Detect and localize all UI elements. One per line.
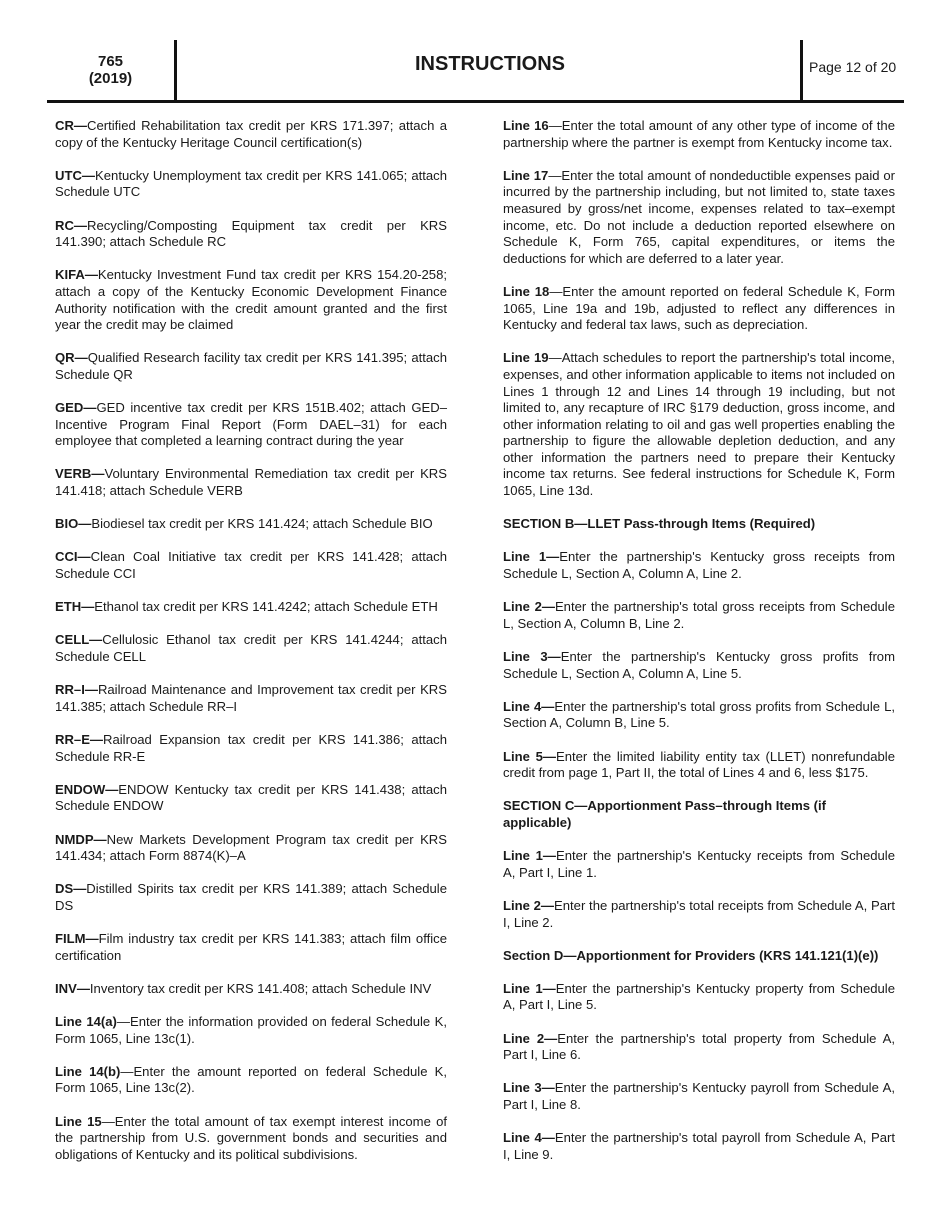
page-header	[47, 40, 904, 103]
entry-label: Line 4—	[503, 698, 555, 714]
entry-label: CELL—	[55, 632, 103, 648]
entry-text: Film industry tax credit per KRS 141.383; attach film office certification	[55, 931, 447, 963]
section-c-heading: SECTION C—Apportionment Pass–through Items (if applicable)	[503, 798, 826, 830]
entry-label: Line 15	[55, 1113, 102, 1129]
entry-label: Line 3—	[503, 649, 561, 664]
section-d-lines	[503, 981, 895, 1164]
instruction-entry	[503, 168, 895, 268]
entry-text: New Markets Development Program tax credit per KRS 141.434; attach Form 8874(K)–A	[55, 831, 447, 864]
entry-label: CR—	[55, 118, 88, 133]
instruction-entry	[55, 516, 447, 533]
entry-text: Certified Rehabilitation tax credit per KRS 171.397; attach a copy of the Kentucky Heritage Council certification(s)	[55, 118, 447, 150]
entry-text: Railroad Maintenance and Improvement tax credit per KRS 141.385; attach Schedule RR–I	[55, 682, 447, 714]
entry-label: Line 1—	[503, 980, 556, 996]
instruction-entry	[503, 350, 895, 499]
instruction-entry	[503, 549, 895, 582]
instruction-entry	[55, 981, 447, 998]
entry-label: RC—	[55, 217, 88, 233]
instruction-entry	[503, 1080, 895, 1113]
entry-label: KIFA—	[55, 267, 98, 283]
entry-text: Enter the partnership's Kentucky gross receipts from Schedule L, Section A, Column A, Line 2.	[503, 549, 895, 582]
form-id-box	[47, 40, 177, 100]
instruction-entry	[55, 1014, 447, 1047]
instruction-entry	[503, 649, 895, 682]
entry-text: Enter the partnership's total gross profits from Schedule L, Section A, Column B, Line 5.	[503, 698, 895, 731]
entry-label: Line 1—	[503, 848, 557, 864]
entry-label: CCI—	[55, 549, 91, 565]
entry-text: Enter the partnership's total property from Schedule A, Part I, Line 6.	[503, 1030, 895, 1063]
instruction-entry	[55, 599, 447, 616]
entry-label: Line 19	[503, 350, 549, 366]
instruction-entry	[55, 350, 447, 383]
instruction-entry	[55, 832, 447, 865]
entry-text: Cellulosic Ethanol tax credit per KRS 141.4244; attach Schedule CELL	[55, 632, 447, 664]
entry-label: Line 18	[503, 283, 550, 299]
instruction-entry	[55, 466, 447, 499]
entry-label: Line 14(a)	[55, 1014, 117, 1030]
instruction-entry	[55, 1114, 447, 1164]
entry-text: Ethanol tax credit per KRS 141.4242; attach Schedule ETH	[94, 599, 438, 615]
entry-text: ENDOW Kentucky tax credit per KRS 141.438; attach Schedule ENDOW	[55, 781, 447, 814]
entry-text: Enter the partnership's Kentucky property from Schedule A, Part I, Line 5.	[503, 980, 895, 1013]
entry-label: RR–E—	[55, 731, 104, 747]
entry-label: Line 17	[503, 167, 549, 183]
entry-text: Clean Coal Initiative tax credit per KRS 141.428; attach Schedule CCI	[55, 549, 447, 582]
instruction-entry	[503, 699, 895, 732]
entry-label: UTC—	[55, 167, 96, 183]
entry-text: Distilled Spirits tax credit per KRS 141.389; attach Schedule DS	[55, 881, 447, 913]
entry-text: Kentucky Investment Fund tax credit per KRS 154.20-258; attach a copy of the Kentucky Economic Development Finance Authority notification with the credit amount granted and the first year the credit may be claimed	[55, 267, 447, 333]
instruction-entry	[503, 898, 895, 931]
entry-text: —Enter the information provided on federal Schedule K, Form 1065, Line 13c(1).	[55, 1014, 447, 1046]
entry-text: Qualified Research facility tax credit per KRS 141.395; attach Schedule QR	[55, 350, 447, 382]
instruction-entry	[55, 218, 447, 251]
instruction-entry	[503, 599, 895, 632]
page-number: Page 12 of 20	[800, 40, 904, 100]
instruction-entry	[55, 549, 447, 582]
entry-text: —Attach schedules to report the partnership's total income, expenses, and other information applicable to items not included on Lines 1 through 12 and Lines 14 through 19 including, but not limited to, any recapture of IRC §179 deduction, gross income, and other information relating to oil and gas well properties enabling the partnership to figure the allowable depletion deduction, and any other information the partners need to prepare their Kentucky income tax returns. See federal instructions for Schedule K, Form 1065, Line 13d.	[503, 350, 895, 499]
instruction-entry	[55, 931, 447, 964]
entry-text: Enter the partnership's Kentucky payroll from Schedule A, Part I, Line 8.	[503, 1080, 895, 1113]
entry-label: Line 5—	[503, 748, 556, 764]
entry-label: Line 1—	[503, 549, 560, 565]
entry-text: Inventory tax credit per KRS 141.408; attach Schedule INV	[89, 980, 432, 996]
section-b-lines	[503, 549, 895, 781]
lines-16-19	[503, 118, 895, 500]
form-year: (2019)	[88, 70, 133, 87]
section-d-heading: Section D—Apportionment for Providers (KRS 141.121(1)(e))	[503, 947, 879, 963]
instruction-entry	[55, 732, 447, 765]
instruction-entry	[503, 284, 895, 334]
instruction-entry	[55, 267, 447, 333]
instruction-entry	[503, 749, 895, 782]
entry-label: Line 16	[503, 118, 549, 133]
right-column	[503, 118, 895, 1180]
entry-label: INV—	[55, 980, 90, 996]
entry-label: GED—	[55, 400, 97, 416]
instruction-entry	[55, 1064, 447, 1097]
entry-label: Line 2—	[503, 897, 555, 913]
entry-text: —Enter the total amount of tax exempt interest income of the partnership from U.S. government bonds and securities and obligations of Kentucky and its political subdivisions.	[55, 1113, 447, 1162]
instruction-entry	[55, 682, 447, 715]
section-b-heading: SECTION B—LLET Pass-through Items (Required)	[503, 516, 816, 532]
entry-label: QR—	[55, 350, 88, 366]
entry-label: ETH—	[55, 599, 95, 615]
entry-label: Line 4—	[503, 1130, 555, 1146]
entry-label: Line 2—	[503, 1030, 558, 1046]
instruction-entry	[55, 881, 447, 914]
entry-text: GED incentive tax credit per KRS 151B.402; attach GED–Incentive Program Final Report (Form DAEL–31) for each employee that completed a learning contract during the year	[55, 400, 447, 449]
entry-label: RR–I—	[55, 682, 98, 698]
entry-text: Railroad Expansion tax credit per KRS 141.386; attach Schedule RR-E	[55, 731, 447, 764]
section-c-lines	[503, 848, 895, 931]
instruction-entry	[503, 1031, 895, 1064]
entry-label: FILM—	[55, 931, 99, 947]
entry-text: Enter the partnership's Kentucky gross profits from Schedule L, Section A, Column A, Line 5.	[503, 649, 895, 681]
entry-text: —Enter the amount reported on federal Schedule K, Form 1065, Line 13c(2).	[55, 1063, 447, 1096]
instruction-entry	[55, 168, 447, 201]
entry-text: Biodiesel tax credit per KRS 141.424; attach Schedule BIO	[91, 516, 433, 532]
entry-text: Enter the limited liability entity tax (LLET) nonrefundable credit from page 1, Part II, the total of Lines 4 and 6, less $175.	[503, 748, 895, 781]
entry-label: VERB—	[55, 466, 105, 482]
entry-label: ENDOW—	[55, 781, 119, 797]
entry-text: —Enter the total amount of any other type of income of the partnership where the partner is exempt from Kentucky income tax.	[503, 118, 895, 150]
instruction-entry	[55, 782, 447, 815]
left-column	[55, 118, 447, 1180]
entry-text: Voluntary Environmental Remediation tax credit per KRS 141.418; attach Schedule VERB	[55, 466, 447, 499]
entry-text: Enter the partnership's total payroll from Schedule A, Part I, Line 9.	[503, 1130, 895, 1162]
instruction-entry	[503, 848, 895, 881]
entry-label: DS—	[55, 881, 87, 897]
instruction-entry	[55, 632, 447, 665]
entry-text: Kentucky Unemployment tax credit per KRS 141.065; attach Schedule UTC	[55, 167, 447, 200]
entry-text: Enter the partnership's Kentucky receipts from Schedule A, Part I, Line 1.	[503, 848, 895, 880]
entry-text: —Enter the total amount of nondeductible expenses paid or incurred by the partnership including, but not limited to, state taxes measured by gross/net income, expenses related to tax–exempt income, etc. Do not include a deduction reported elsewhere on Schedule K, Form 765, capital expenditures, or items the deductions for which are deferred to a later year.	[503, 167, 895, 266]
entry-label: Line 3—	[503, 1080, 555, 1096]
page-title: INSTRUCTIONS	[415, 53, 565, 75]
entry-text: Recycling/Composting Equipment tax credit per KRS 141.390; attach Schedule RC	[55, 217, 447, 250]
instruction-entry	[55, 400, 447, 450]
instruction-entry	[503, 1130, 895, 1163]
entry-label: NMDP—	[55, 831, 107, 847]
instruction-entry	[55, 118, 447, 151]
instruction-entry	[503, 981, 895, 1014]
entry-label: Line 2—	[503, 599, 555, 615]
entry-text: Enter the partnership's total gross receipts from Schedule L, Section A, Column B, Line 2.	[503, 599, 895, 631]
entry-text: —Enter the amount reported on federal Schedule K, Form 1065, Line 19a and 19b, adjusted to reflect any differences in Kentucky and federal tax laws, such as depreciation.	[503, 283, 895, 333]
entry-label: BIO—	[55, 516, 92, 532]
entry-text: Enter the partnership's total receipts from Schedule A, Part I, Line 2.	[503, 897, 895, 930]
instruction-entry	[503, 118, 895, 151]
form-number: 765	[97, 53, 124, 70]
entry-label: Line 14(b)	[55, 1063, 121, 1079]
